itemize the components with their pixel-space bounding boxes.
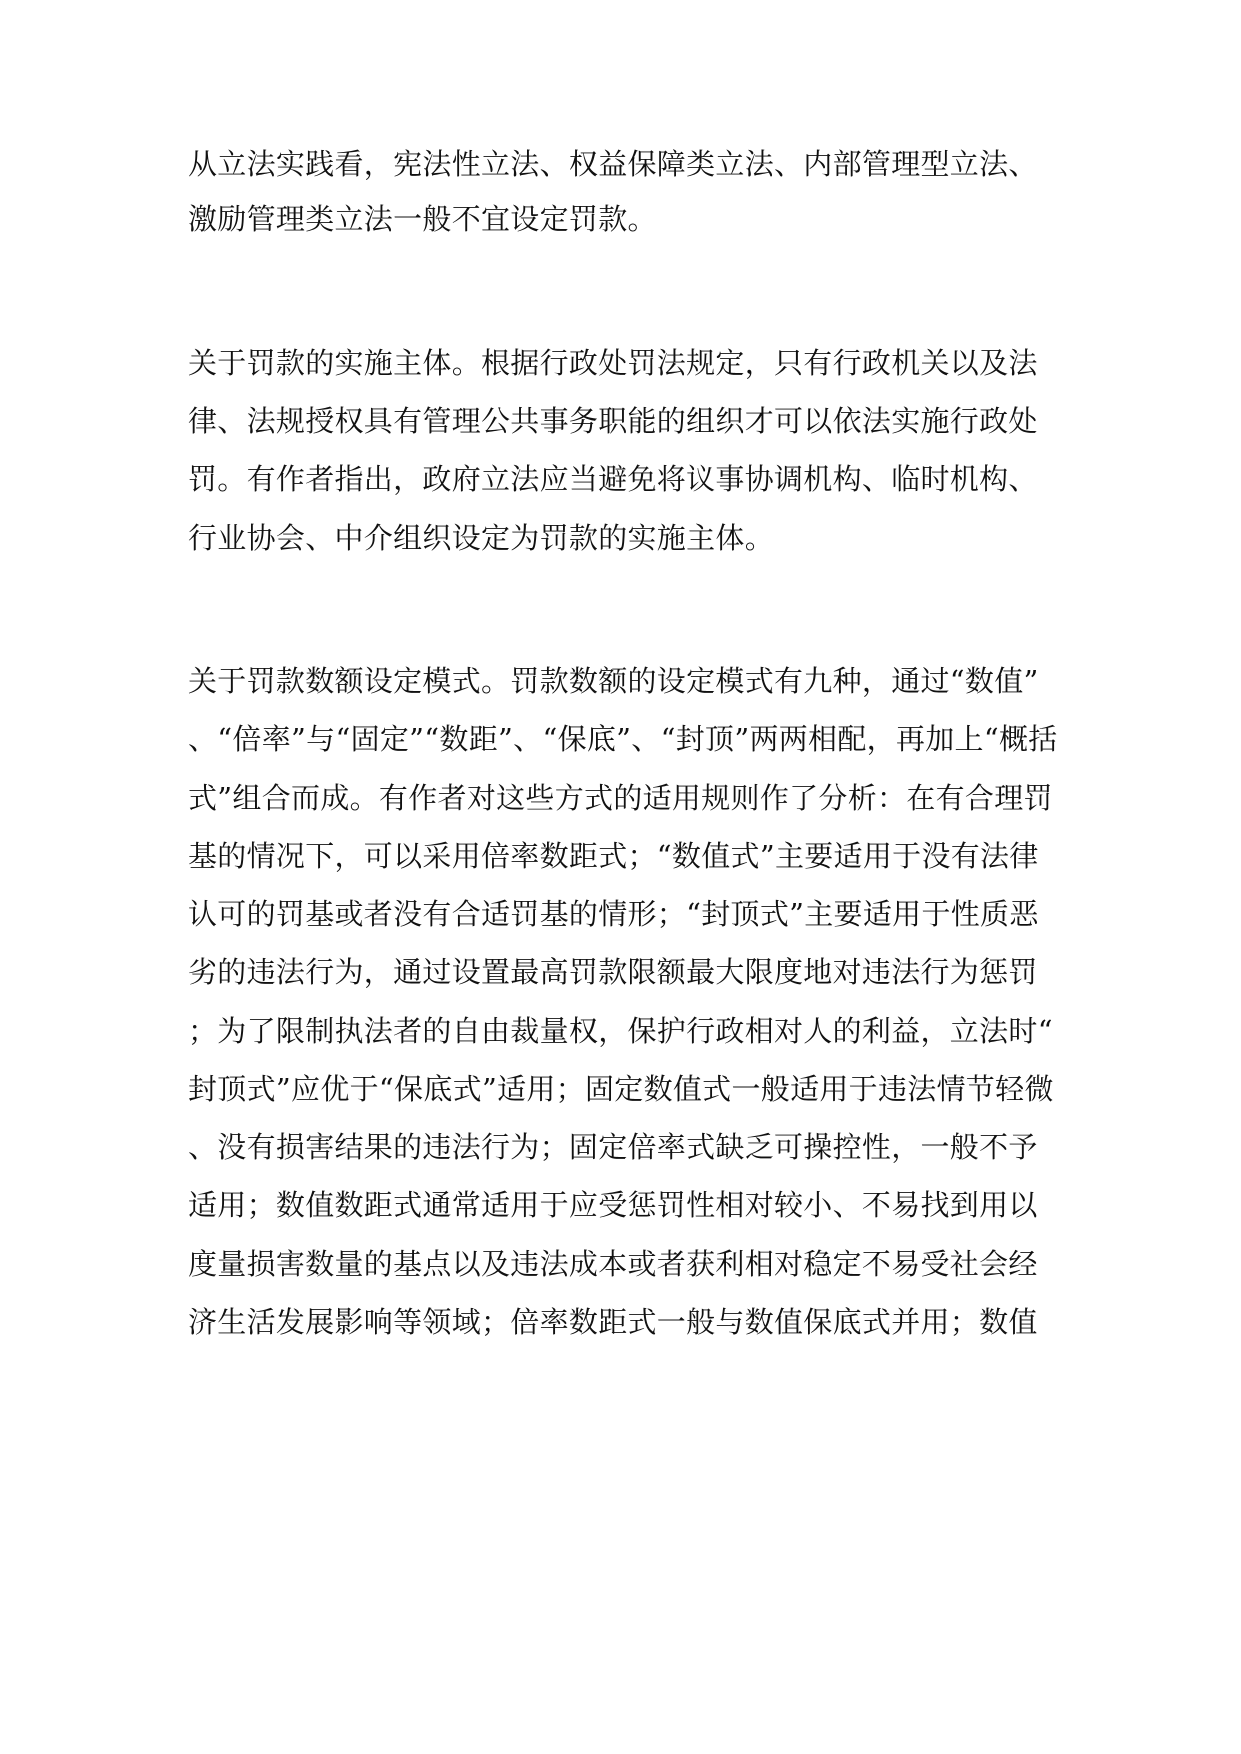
paragraph-3-line-10: 适用；数值数距式通常适用于应受惩罚性相对较小、不易找到用以 [188, 1188, 1038, 1222]
paragraph-3-line-9: 、没有损害结果的违法行为；固定倍率式缺乏可操控性，一般不予 [188, 1130, 1038, 1164]
paragraph-3-line-6: 劣的违法行为，通过设置最高罚款限额最大限度地对违法行为惩罚 [188, 955, 1038, 989]
paragraph-3-line-4: 基的情况下，可以采用倍率数距式；“数值式”主要适用于没有法律 [188, 839, 1039, 873]
paragraph-1-line-2: 激励管理类立法一般不宜设定罚款。 [188, 202, 657, 236]
paragraph-2-line-1: 关于罚款的实施主体。根据行政处罚法规定，只有行政机关以及法 [188, 346, 1038, 380]
paragraph-3-line-5: 认可的罚基或者没有合适罚基的情形；“封顶式”主要适用于性质恶 [188, 897, 1039, 931]
paragraph-2-line-4: 行业协会、中介组织设定为罚款的实施主体。 [188, 521, 775, 555]
paragraph-2-line-2: 律、法规授权具有管理公共事务职能的组织才可以依法实施行政处 [188, 404, 1038, 438]
paragraph-3-line-11: 度量损害数量的基点以及违法成本或者获利相对稳定不易受社会经 [188, 1247, 1038, 1281]
paragraph-3-line-2: 、“倍率”与“固定”“数距”、“保底”、“封顶”两两相配，再加上“概括 [188, 722, 1058, 756]
paragraph-2-line-3: 罚。有作者指出，政府立法应当避免将议事协调机构、临时机构、 [188, 462, 1038, 496]
paragraph-3-line-12: 济生活发展影响等领域；倍率数距式一般与数值保底式并用；数值 [188, 1305, 1038, 1339]
paragraph-1-line-1: 从立法实践看，宪法性立法、权益保障类立法、内部管理型立法、 [188, 147, 1038, 181]
paragraph-3-line-7: ；为了限制执法者的自由裁量权，保护行政相对人的利益，立法时“ [188, 1014, 1053, 1048]
paragraph-3-line-1: 关于罚款数额设定模式。罚款数额的设定模式有九种，通过“数值” [188, 664, 1039, 698]
paragraph-3-line-3: 式”组合而成。有作者对这些方式的适用规则作了分析：在有合理罚 [188, 781, 1053, 815]
paragraph-3-line-8: 封顶式”应优于“保底式”适用；固定数值式一般适用于违法情节轻微 [188, 1072, 1054, 1106]
